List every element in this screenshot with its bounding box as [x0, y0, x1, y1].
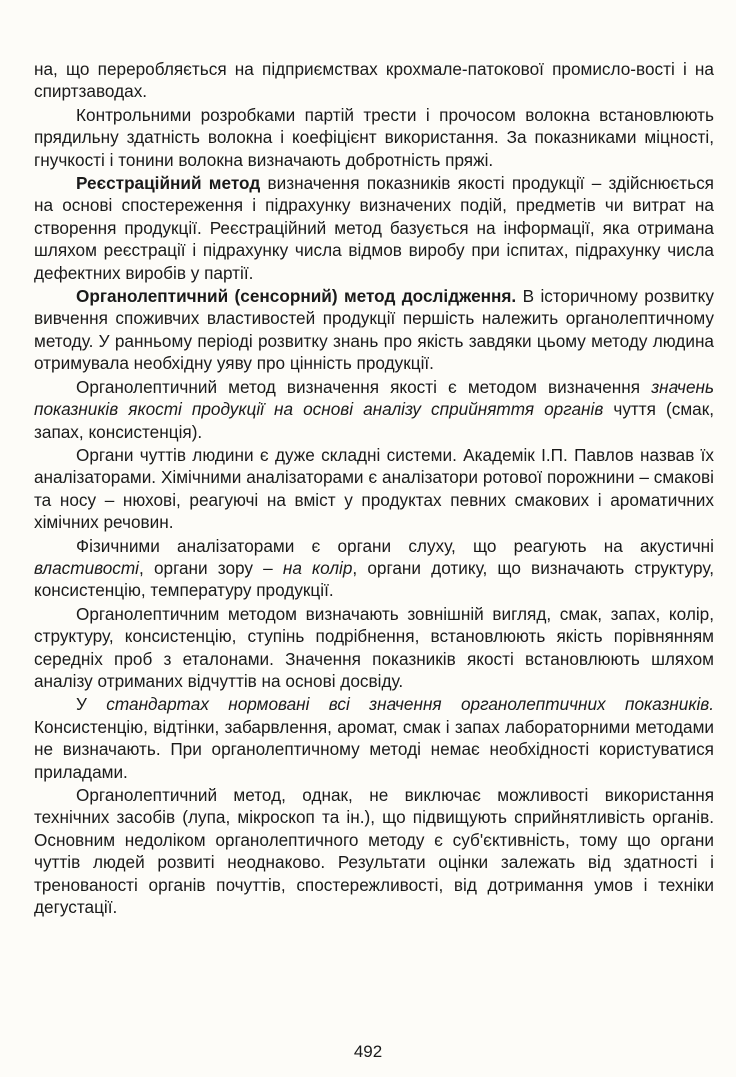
- paragraph-p8: [34, 603, 714, 693]
- text-run: Органолептичним методом визначають зовнішній вигляд, смак, запах, колір, структуру, консистенцію, ступінь подрібнення, встановлюють якість порівнянням середніх проб з еталонами. Значення показників якості встановлюють шляхом аналізу отриманих відчуттів на основі досвіду.: [34, 603, 714, 691]
- text-run: визначення показників якості продукції – здійснюється на основі спостереження і підрахунку визначених подій, предметів чи витрат на створення продукції. Реєстраційний метод базується на інформації, яка отримана шляхом реєстрації і підрахунку числа відмов виробу при іспитах, підрахунку числа дефектних виробів у партії.: [34, 173, 714, 283]
- paragraph-p1: [34, 58, 714, 103]
- page-body: [34, 58, 714, 918]
- paragraph-p5: [34, 376, 714, 443]
- text-run: У: [76, 694, 107, 715]
- italic-text: значень показників якості продукції на основі аналізу сприйняття органів: [34, 376, 714, 420]
- text-run: Контрольними розробками партій трести і прочосом волокна встановлюють прядильну здатність волокна і коефіцієнт використання. За показниками міцності, гнучкості і тонини волокна визначають добротність пряжі.: [34, 104, 714, 170]
- text-run: Органи чуттів людини є дуже складні системи. Академік І.П. Павлов назвав їх аналізаторами. Хімічними аналізаторами є аналізатори ротової порожнини – смакові та носу – нюхові, реагуючі на вміст у продуктах певних смакових і ароматичних хімічних речовин.: [34, 444, 714, 533]
- text-run: , органи зору –: [139, 557, 283, 578]
- text-run: на, що переробляється на підприємствах крохмале-патокової промисло-вості і на спиртзаводах.: [34, 59, 714, 102]
- text-run: Фізичними аналізаторами є органи слуху, що реагують на акустичні: [76, 535, 714, 556]
- paragraph-p6: [34, 444, 714, 534]
- italic-text: на колір: [282, 557, 353, 578]
- text-run: В історичному розвитку вивчення споживчих властивостей продукції першість належить органолептичному методу. У ранньому періоді розвитку знань про якість завдяки цьому методу людина отримувала необхідну уяву про цінність продукції.: [34, 286, 714, 374]
- paragraph-p9: [34, 693, 714, 783]
- text-run: Органолептичний метод, однак, не виключає можливості використання технічних засобів (лупа, мікроскоп та ін.), що підвищують сприйнятливість органів. Основним недоліком органолептичного методу є суб'єктивність, тому що органи чуттів людей розвиті неоднаково. Результати оцінки залежать від здатності і тренованості органів почуттів, спостережливості, від дотримання умов і техніки дегустації.: [34, 785, 714, 918]
- bold-term: Реєстраційний метод: [76, 173, 261, 194]
- bold-term: Органолептичний (сенсорний) метод дослідження.: [76, 286, 517, 307]
- paragraph-p7: [34, 535, 714, 602]
- paragraph-p4: [34, 285, 714, 375]
- text-run: чуття (смак, запах, консистенція).: [34, 399, 715, 442]
- page-number: 492: [353, 1042, 383, 1061]
- paragraph-p2: [34, 104, 714, 171]
- text-run: Органолептичний метод визначення якості є методом визначення: [76, 376, 652, 397]
- italic-text: стандартах нормовані всі значення органолептичних показників.: [106, 694, 715, 715]
- paragraph-p3: [34, 172, 714, 284]
- paragraph-p10: [34, 784, 714, 918]
- italic-text: властивості: [34, 557, 140, 578]
- text-run: , органи дотику, що визначають структуру, консистенцію, температуру продукції.: [34, 557, 714, 601]
- text-run: Консистенцію, відтінки, забарвлення, аромат, смак і запах лабораторними методами не визначають. При органолептичному методі немає необхідності користуватися приладами.: [34, 716, 714, 782]
